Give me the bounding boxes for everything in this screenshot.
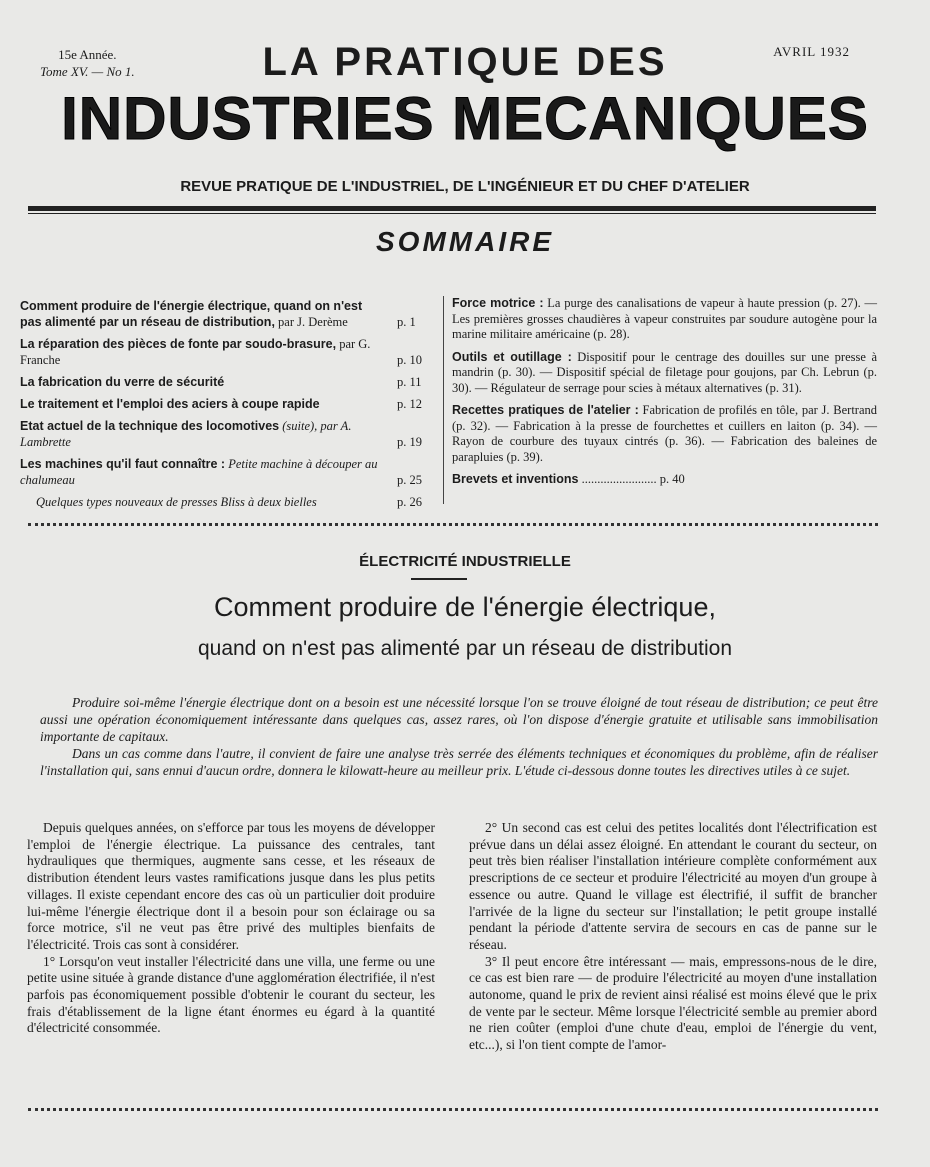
- header-rule-thin: [28, 213, 876, 214]
- toc-entry-author: (suite), par A. Lambrette: [20, 419, 352, 449]
- toc-section-head: Force motrice :: [452, 296, 544, 310]
- toc-entry-title: Les machines qu'il faut connaître :: [20, 457, 226, 471]
- toc-entry-page: p. 25: [397, 473, 422, 487]
- toc-section-text: ........................ p. 40: [581, 472, 685, 486]
- toc-entry: [20, 494, 435, 510]
- header-rule: [28, 206, 876, 211]
- intro-paragraph: Produire soi-même l'énergie électrique dont on a besoin est une nécessité lorsque l'on se trouve éloigné de tout réseau de distribution; ce peut être aussi une opération économiquement intéressante dans quelques cas, assez rares, où l'on dispose d'énergie gratuite et utilisable sans immobilisation importante de capitaux.: [40, 695, 878, 744]
- intro-paragraph: Dans un cas comme dans l'autre, il convient de faire une analyse très serrée des éléments techniques et économiques du problème, afin de réaliser l'installation qui, sans ennui d'aucun ordre, donnera le kilowatt-heure au meilleur prix. L'étude ci-dessous donne toutes les directives utiles à ce sujet.: [40, 746, 878, 778]
- toc-left-column: [20, 298, 435, 516]
- toc-entry: [20, 418, 435, 450]
- dotted-divider-bottom: [28, 1108, 878, 1111]
- toc-right-column: [452, 296, 877, 495]
- toc-entry: [20, 374, 435, 390]
- article-intro: [40, 694, 878, 779]
- toc-divider: [443, 296, 444, 504]
- toc-entry-page: p. 26: [397, 495, 422, 509]
- toc-section-text: La purge des canalisations de vapeur à haute pression (p. 27). — Les premières grosses chaudières à vapeur construites par soudure autogène pour la marine militaire américaine (p. 28).: [452, 296, 878, 341]
- toc-entry-page: p. 12: [397, 397, 422, 411]
- toc-section-head: Brevets et inventions: [452, 472, 579, 486]
- toc-entry-title: La réparation des pièces de fonte par soudo-brasure,: [20, 337, 337, 351]
- body-paragraph: 1° Lorsqu'on veut installer l'électricité dans une villa, une ferme ou une petite usine située à grande distance d'une agglomération électrifiée, il n'est parfois pas économiquement possible d'obtenir le courant du secteur, les frais d'établissement de la ligne étant énormes eu égard à la quantité d'électricité consommée.: [27, 953, 435, 1036]
- article-column-right: [469, 820, 877, 1054]
- toc-section: [452, 350, 877, 397]
- toc-entry-author: Quelques types nouveaux de presses Bliss à deux bielles: [36, 495, 317, 509]
- dotted-divider: [28, 523, 878, 526]
- article-title: Comment produire de l'énergie électrique,: [214, 592, 716, 622]
- toc-entry-title: Comment produire de l'énergie électrique, quand on n'est pas alimenté par un réseau de distribution,: [20, 299, 363, 329]
- issue-tome: Tome XV. — No 1.: [40, 64, 135, 79]
- sommaire-heading: SOMMAIRE: [376, 226, 554, 257]
- toc-entry-author: par G. Franche: [20, 337, 371, 367]
- article-subtitle: quand on n'est pas alimenté par un réseau de distribution: [197, 637, 733, 660]
- issue-date: AVRIL 1932: [773, 44, 850, 59]
- toc-entry-author: par J. Derème: [278, 315, 348, 329]
- toc-section-head: Outils et outillage :: [452, 349, 572, 364]
- issue-year: 15e Année.: [58, 47, 117, 62]
- toc-section: [452, 296, 877, 343]
- masthead-line2: INDUSTRIES MECANIQUES: [61, 85, 869, 152]
- body-paragraph: Depuis quelques années, on s'efforce par tous les moyens de développer l'emploi de l'énergie électrique. La puissance des centrales, tant hydrauliques que thermiques, augmente sans cesse, et les réseaux de distribution étendent leurs vastes ramifications jusque dans les plus petits villages. Il existe cependant encore des cas où un particulier doit produire lui-même l'énergie électrique dont il a besoin pour son éclairage ou sa force motrice, s'il ne veut pas être privé des multiples bienfaits de l'électricité. Trois cas sont à considérer.: [27, 820, 435, 952]
- toc-entry-page: p. 10: [397, 353, 422, 367]
- masthead-line1: LA PRATIQUE DES: [262, 40, 668, 84]
- toc-entry: [20, 336, 435, 368]
- toc-entry: [20, 456, 435, 488]
- toc-section-text: Dispositif pour le centrage des douilles sur une presse à mandrin (p. 30). — Dispositif spécial de filetage pour goujons, par Ch. Lebrun (p. 30). — Régulateur de serrage pour scies à métaux alternatives (p. 31).: [452, 349, 878, 395]
- toc-entry-page: p. 11: [397, 375, 422, 389]
- toc-entry-page: p. 19: [397, 435, 422, 449]
- toc-section: [452, 403, 877, 465]
- toc-section-head: Recettes pratiques de l'atelier :: [452, 403, 639, 417]
- toc-entry-title: Le traitement et l'emploi des aciers à coupe rapide: [20, 397, 320, 411]
- toc-entry-page: p. 1: [397, 315, 416, 329]
- toc-entry-title: La fabrication du verre de sécurité: [20, 375, 225, 389]
- toc-section-text: Fabrication de profilés en tôle, par J. Bertrand (p. 32). — Fabrication à la presse de fourchettes et cuillers en laiton (p. 34). — Rayon de courbure des tuyaux cintrés (p. 36). — Fabrication des baleines de parapluies (p. 39).: [452, 403, 878, 464]
- toc-entry: [20, 396, 435, 412]
- toc-entry-author: Petite machine à découper au chalumeau: [20, 457, 378, 487]
- section-rule: [411, 578, 467, 580]
- toc-entry-title: Etat actuel de la technique des locomotives: [20, 419, 280, 433]
- article-column-left: [27, 820, 435, 1037]
- body-paragraph: 2° Un second cas est celui des petites localités dont l'électrification est prévue dans un délai assez éloigné. En attendant le courant du secteur, on peut très bien réaliser l'installation intérieure complète conformément aux prescriptions de ce secteur et produire l'électricité au moyen d'un groupe à essence ou autre. Quand le village est électrifié, il suffit de brancher l'arrivée de la ligne du secteur sur l'installation; le petit groupe installé pendant la période d'attente servira de secours en cas de panne sur le réseau.: [469, 820, 877, 952]
- toc-section: [452, 472, 877, 488]
- toc-entry: [20, 298, 435, 330]
- section-heading: ÉLECTRICITÉ INDUSTRIELLE: [359, 553, 571, 570]
- body-paragraph: 3° Il peut encore être intéressant — mais, empressons-nous de le dire, ce cas est bien rare — de produire l'électricité au moyen d'une installation autonome, quand le prix de revient ainsi réalisé est moins élevé que le prix de vente par le secteur. Même lorsque l'électricité semble au premier abord ne rien coûter (emploi d'une chute d'eau, emploi de l'énergie du vent, etc...), si l'on tient compte de l'amor-: [469, 953, 877, 1053]
- masthead-subtitle: REVUE PRATIQUE DE L'INDUSTRIEL, DE L'INGÉNIEUR ET DU CHEF D'ATELIER: [180, 178, 750, 195]
